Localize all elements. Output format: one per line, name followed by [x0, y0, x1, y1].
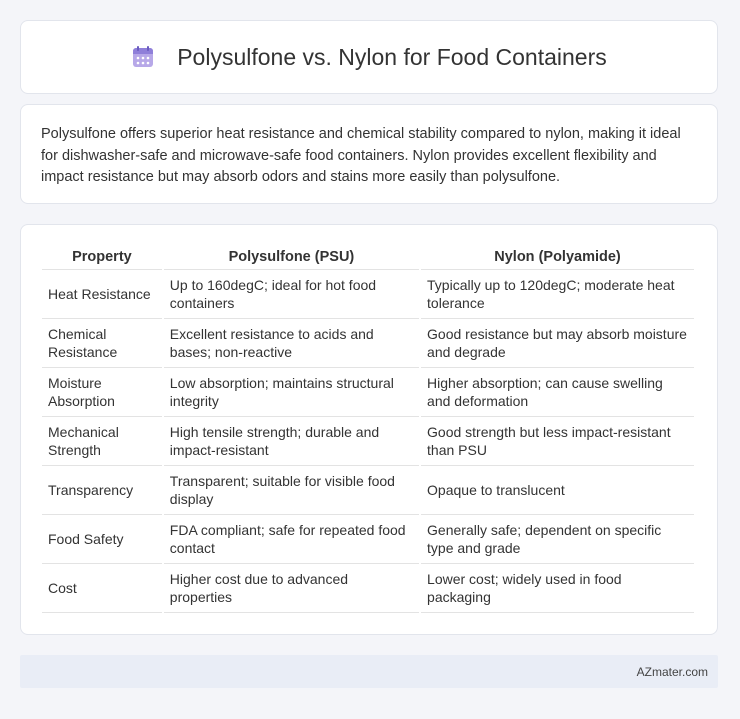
comparison-table [40, 245, 696, 613]
cell-polysulfone: Up to 160degC; ideal for hot food containers [164, 270, 419, 319]
comparison-table-card [20, 224, 718, 635]
header-nylon: Nylon (Polyamide) [421, 245, 694, 270]
cell-nylon: Generally safe; dependent on specific type and grade [421, 515, 694, 564]
cell-nylon: Good strength but less impact-resistant than PSU [421, 417, 694, 466]
title-card [20, 20, 718, 94]
summary-text: Polysulfone offers superior heat resistance and chemical stability compared to nylon, making it ideal for dishwasher-safe and microwave-safe food containers. Nylon provides excellent flexibility and impact resistance but may absorb odors and stains more easily than polysulfone. [41, 126, 681, 185]
summary-card [20, 104, 718, 204]
table-row [42, 270, 694, 319]
footer-site-link[interactable]: AZmater.com [636, 664, 708, 679]
cell-property: Food Safety [42, 515, 162, 564]
cell-nylon: Typically up to 120degC; moderate heat tolerance [421, 270, 694, 319]
cell-property: Heat Resistance [42, 270, 162, 319]
cell-nylon: Good resistance but may absorb moisture and degrade [421, 319, 694, 368]
table-row [42, 466, 694, 515]
cell-polysulfone: Excellent resistance to acids and bases; non-reactive [164, 319, 419, 368]
calendar-icon [131, 45, 155, 69]
table-row [42, 368, 694, 417]
cell-polysulfone: Higher cost due to advanced properties [164, 564, 419, 613]
cell-nylon: Opaque to translucent [421, 466, 694, 515]
table-header-row [42, 245, 694, 270]
header-polysulfone: Polysulfone (PSU) [164, 245, 419, 270]
header-property: Property [42, 245, 162, 270]
page-title: Polysulfone vs. Nylon for Food Containers [177, 43, 607, 70]
table-row [42, 417, 694, 466]
cell-property: Transparency [42, 466, 162, 515]
cell-polysulfone: High tensile strength; durable and impact-resistant [164, 417, 419, 466]
table-row [42, 564, 694, 613]
cell-property: Chemical Resistance [42, 319, 162, 368]
table-row [42, 515, 694, 564]
cell-polysulfone: Transparent; suitable for visible food display [164, 466, 419, 515]
cell-polysulfone: FDA compliant; safe for repeated food contact [164, 515, 419, 564]
cell-property: Moisture Absorption [42, 368, 162, 417]
cell-polysulfone: Low absorption; maintains structural integrity [164, 368, 419, 417]
footer-bar [20, 655, 718, 688]
table-row [42, 319, 694, 368]
cell-nylon: Higher absorption; can cause swelling and deformation [421, 368, 694, 417]
cell-nylon: Lower cost; widely used in food packaging [421, 564, 694, 613]
cell-property: Cost [42, 564, 162, 613]
cell-property: Mechanical Strength [42, 417, 162, 466]
